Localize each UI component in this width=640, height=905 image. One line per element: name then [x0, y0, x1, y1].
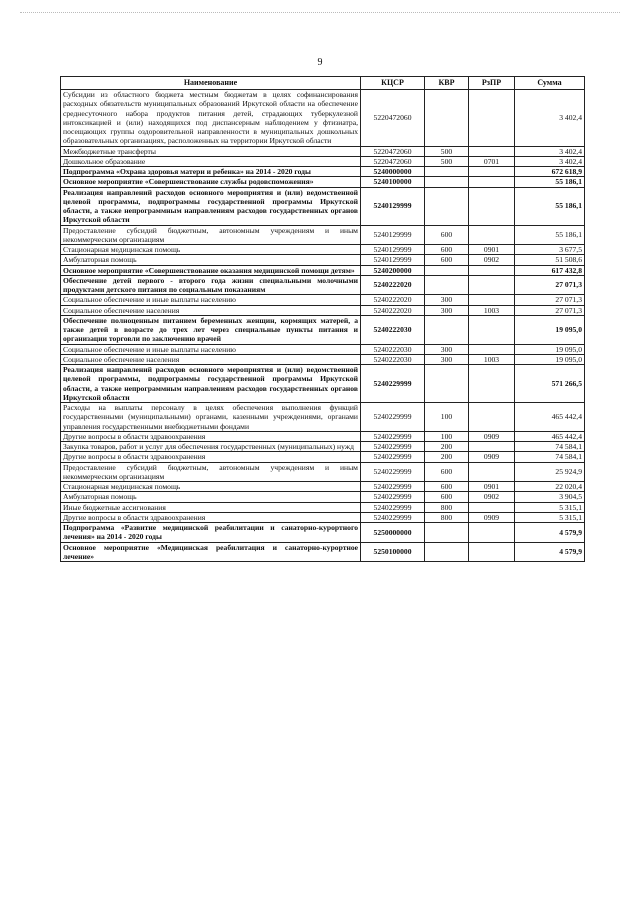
table-row — [61, 523, 585, 543]
table-row — [61, 452, 585, 462]
row-name: Реализация направлений расходов основного мероприятия и (или) ведомственной целевой программы, подпрограммы государственной программы Иркутской области, а также непрограммным направлениям расходов государственных органов Иркутской области — [61, 187, 361, 225]
row-rzpr: 0902 — [469, 255, 515, 265]
table-row — [61, 542, 585, 562]
row-name: Стационарная медицинская помощь — [61, 245, 361, 255]
row-rzpr: 0901 — [469, 482, 515, 492]
row-sum: 465 442,4 — [515, 403, 585, 432]
row-name: Амбулаторная помощь — [61, 255, 361, 265]
row-rzpr — [469, 90, 515, 147]
table-row — [61, 177, 585, 187]
row-name: Подпрограмма «Развитие медицинской реабилитации и санаторно-курортного лечения» на 2014 - 2020 годы — [61, 523, 361, 543]
row-kcsr: 5240222030 — [361, 354, 425, 364]
row-rzpr — [469, 187, 515, 225]
row-sum: 3 677,5 — [515, 245, 585, 255]
row-kvr — [425, 523, 469, 543]
row-sum: 3 402,4 — [515, 90, 585, 147]
row-sum: 3 402,4 — [515, 156, 585, 166]
row-kcsr: 5220472060 — [361, 146, 425, 156]
row-name: Основное мероприятие «Медицинская реабилитация и санаторно-курортное лечение» — [61, 542, 361, 562]
row-sum: 55 186,1 — [515, 225, 585, 245]
row-rzpr — [469, 315, 515, 344]
row-rzpr — [469, 265, 515, 275]
row-name: Социальное обеспечение населения — [61, 354, 361, 364]
table-row — [61, 512, 585, 522]
row-rzpr: 1003 — [469, 305, 515, 315]
table-row — [61, 90, 585, 147]
row-rzpr: 0909 — [469, 452, 515, 462]
row-kcsr: 5240200000 — [361, 265, 425, 275]
row-kvr — [425, 90, 469, 147]
row-sum: 4 579,9 — [515, 542, 585, 562]
row-rzpr — [469, 462, 515, 482]
row-kcsr: 5240229999 — [361, 431, 425, 441]
row-kcsr: 5220472060 — [361, 90, 425, 147]
table-row — [61, 187, 585, 225]
row-rzpr — [469, 502, 515, 512]
table-row — [61, 403, 585, 432]
row-name: Социальное обеспечение и иные выплаты населению — [61, 295, 361, 305]
row-kvr — [425, 187, 469, 225]
row-rzpr — [469, 146, 515, 156]
row-kvr: 300 — [425, 354, 469, 364]
row-sum: 74 584,1 — [515, 442, 585, 452]
row-sum: 55 186,1 — [515, 187, 585, 225]
row-kvr — [425, 265, 469, 275]
row-kcsr: 5240222020 — [361, 305, 425, 315]
row-kvr: 600 — [425, 245, 469, 255]
budget-table — [60, 76, 585, 562]
row-kcsr: 5240229999 — [361, 442, 425, 452]
table-row — [61, 354, 585, 364]
row-sum: 19 095,0 — [515, 315, 585, 344]
table-row — [61, 431, 585, 441]
row-name: Предоставление субсидий бюджетным, автономным учреждениям и иным некоммерческим организациям — [61, 462, 361, 482]
row-sum: 617 432,8 — [515, 265, 585, 275]
row-name: Дошкольное образование — [61, 156, 361, 166]
row-rzpr — [469, 442, 515, 452]
row-kvr — [425, 167, 469, 177]
table-row — [61, 295, 585, 305]
row-sum: 27 071,3 — [515, 275, 585, 295]
header-sum: Сумма — [515, 77, 585, 90]
table-row — [61, 502, 585, 512]
row-kvr — [425, 177, 469, 187]
row-kcsr: 5240229999 — [361, 365, 425, 403]
table-row — [61, 365, 585, 403]
header-name: Наименование — [61, 77, 361, 90]
row-kvr: 800 — [425, 502, 469, 512]
row-kcsr: 5240229999 — [361, 502, 425, 512]
row-kcsr: 5240229999 — [361, 462, 425, 482]
row-sum: 3 402,4 — [515, 146, 585, 156]
row-rzpr: 0909 — [469, 431, 515, 441]
table-body — [61, 90, 585, 562]
row-sum: 3 904,5 — [515, 492, 585, 502]
table-header-row — [61, 77, 585, 90]
scan-artifact-line — [20, 12, 620, 15]
page-number: 9 — [317, 57, 323, 68]
row-kcsr: 5220472060 — [361, 156, 425, 166]
row-kvr: 300 — [425, 295, 469, 305]
row-kcsr: 5240229999 — [361, 482, 425, 492]
table-row — [61, 245, 585, 255]
row-name: Социальное обеспечение населения — [61, 305, 361, 315]
row-rzpr — [469, 275, 515, 295]
table-row — [61, 156, 585, 166]
row-kcsr: 5240000000 — [361, 167, 425, 177]
row-kvr — [425, 315, 469, 344]
row-rzpr — [469, 177, 515, 187]
row-name: Другие вопросы в области здравоохранения — [61, 431, 361, 441]
row-name: Реализация направлений расходов основного мероприятия и (или) ведомственной целевой программы, подпрограммы государственной программы Иркутской области, а также непрограммным направлениям расходов государственных органов Иркутской области — [61, 365, 361, 403]
row-rzpr: 0909 — [469, 512, 515, 522]
row-kcsr: 5240229999 — [361, 452, 425, 462]
row-rzpr — [469, 403, 515, 432]
row-kcsr: 5240100000 — [361, 177, 425, 187]
row-name: Другие вопросы в области здравоохранения — [61, 512, 361, 522]
row-kcsr: 5250000000 — [361, 523, 425, 543]
row-name: Обеспечение детей первого - второго года жизни специальными молочными продуктами детского питания по социальным показаниям — [61, 275, 361, 295]
row-kcsr: 5240129999 — [361, 245, 425, 255]
row-name: Амбулаторная помощь — [61, 492, 361, 502]
row-sum: 74 584,1 — [515, 452, 585, 462]
row-name: Подпрограмма «Охрана здоровья матери и ребенка» на 2014 - 2020 годы — [61, 167, 361, 177]
row-sum: 4 579,9 — [515, 523, 585, 543]
row-sum: 27 071,3 — [515, 295, 585, 305]
row-kcsr: 5240222020 — [361, 275, 425, 295]
row-name: Стационарная медицинская помощь — [61, 482, 361, 492]
row-name: Основное мероприятие «Совершенствование оказания медицинской помощи детям» — [61, 265, 361, 275]
row-sum: 19 095,0 — [515, 354, 585, 364]
row-sum: 55 186,1 — [515, 177, 585, 187]
row-kvr: 600 — [425, 492, 469, 502]
row-rzpr — [469, 542, 515, 562]
row-kvr: 300 — [425, 305, 469, 315]
row-kvr: 800 — [425, 512, 469, 522]
row-rzpr: 0902 — [469, 492, 515, 502]
row-kvr: 200 — [425, 452, 469, 462]
row-rzpr — [469, 295, 515, 305]
row-sum: 672 618,9 — [515, 167, 585, 177]
row-kcsr: 5240222020 — [361, 295, 425, 305]
row-sum: 25 924,9 — [515, 462, 585, 482]
row-kvr — [425, 275, 469, 295]
table-row — [61, 167, 585, 177]
table-row — [61, 225, 585, 245]
row-name: Расходы на выплаты персоналу в целях обеспечения выполнения функций государственными (муниципальными) органами, казенными учреждениями, органами управления государственными внебюджетными фондами — [61, 403, 361, 432]
row-sum: 5 315,1 — [515, 512, 585, 522]
row-rzpr: 0901 — [469, 245, 515, 255]
row-name: Предоставление субсидий бюджетным, автономным учреждениям и иным некоммерческим организациям — [61, 225, 361, 245]
row-sum: 571 266,5 — [515, 365, 585, 403]
row-rzpr: 0701 — [469, 156, 515, 166]
table-row — [61, 462, 585, 482]
row-name: Закупка товаров, работ и услуг для обеспечения государственных (муниципальных) нужд — [61, 442, 361, 452]
header-kvr: КВР — [425, 77, 469, 90]
row-rzpr: 1003 — [469, 354, 515, 364]
table-row — [61, 442, 585, 452]
table-row — [61, 255, 585, 265]
row-rzpr — [469, 167, 515, 177]
row-rzpr — [469, 365, 515, 403]
table-row — [61, 305, 585, 315]
row-kcsr: 5240229999 — [361, 403, 425, 432]
row-kcsr: 5240222030 — [361, 315, 425, 344]
table-row — [61, 482, 585, 492]
row-kvr: 600 — [425, 462, 469, 482]
row-kvr: 600 — [425, 225, 469, 245]
row-name: Иные бюджетные ассигнования — [61, 502, 361, 512]
row-kcsr: 5240229999 — [361, 492, 425, 502]
row-kcsr: 5240129999 — [361, 187, 425, 225]
row-sum: 51 508,6 — [515, 255, 585, 265]
table-row — [61, 492, 585, 502]
row-sum: 27 071,3 — [515, 305, 585, 315]
row-sum: 19 095,0 — [515, 344, 585, 354]
table-row — [61, 146, 585, 156]
row-sum: 465 442,4 — [515, 431, 585, 441]
row-kvr: 100 — [425, 403, 469, 432]
row-rzpr — [469, 225, 515, 245]
row-rzpr — [469, 344, 515, 354]
row-kvr — [425, 542, 469, 562]
row-kvr: 100 — [425, 431, 469, 441]
table-row — [61, 315, 585, 344]
table-row — [61, 275, 585, 295]
table-row — [61, 265, 585, 275]
row-kvr: 600 — [425, 482, 469, 492]
row-name: Обеспечение полноценным питанием беременных женщин, кормящих матерей, а также детей в возрасте до трех лет через специальные пункты питания и организации торговли по заключению врачей — [61, 315, 361, 344]
row-name: Социальное обеспечение и иные выплаты населению — [61, 344, 361, 354]
table-row — [61, 344, 585, 354]
row-name: Межбюджетные трансферты — [61, 146, 361, 156]
row-kvr: 300 — [425, 344, 469, 354]
row-sum: 22 020,4 — [515, 482, 585, 492]
header-rzpr: РзПР — [469, 77, 515, 90]
row-kvr: 500 — [425, 146, 469, 156]
row-kcsr: 5240129999 — [361, 255, 425, 265]
row-kcsr: 5240222030 — [361, 344, 425, 354]
row-kvr: 600 — [425, 255, 469, 265]
row-kvr — [425, 365, 469, 403]
row-kvr: 200 — [425, 442, 469, 452]
row-name: Основное мероприятие «Совершенствование службы родовспоможения» — [61, 177, 361, 187]
row-sum: 5 315,1 — [515, 502, 585, 512]
row-kcsr: 5240229999 — [361, 512, 425, 522]
header-kcsr: КЦСР — [361, 77, 425, 90]
row-rzpr — [469, 523, 515, 543]
row-kvr: 500 — [425, 156, 469, 166]
row-name: Другие вопросы в области здравоохранения — [61, 452, 361, 462]
row-name: Субсидии из областного бюджета местным бюджетам в целях софинансирования расходных обязательств муниципальных образований Иркутской области на обеспечение среднесуточного набора продуктов питания детей, страдающих туберкулезной интоксикацией и (или) находящихся под диспансерным наблюдением у фтизиатра, посещающих группы оздоровительной направленности в муниципальных дошкольных образовательных организациях, расположенных на территории Иркутской области — [61, 90, 361, 147]
row-kcsr: 5250100000 — [361, 542, 425, 562]
row-kcsr: 5240129999 — [361, 225, 425, 245]
